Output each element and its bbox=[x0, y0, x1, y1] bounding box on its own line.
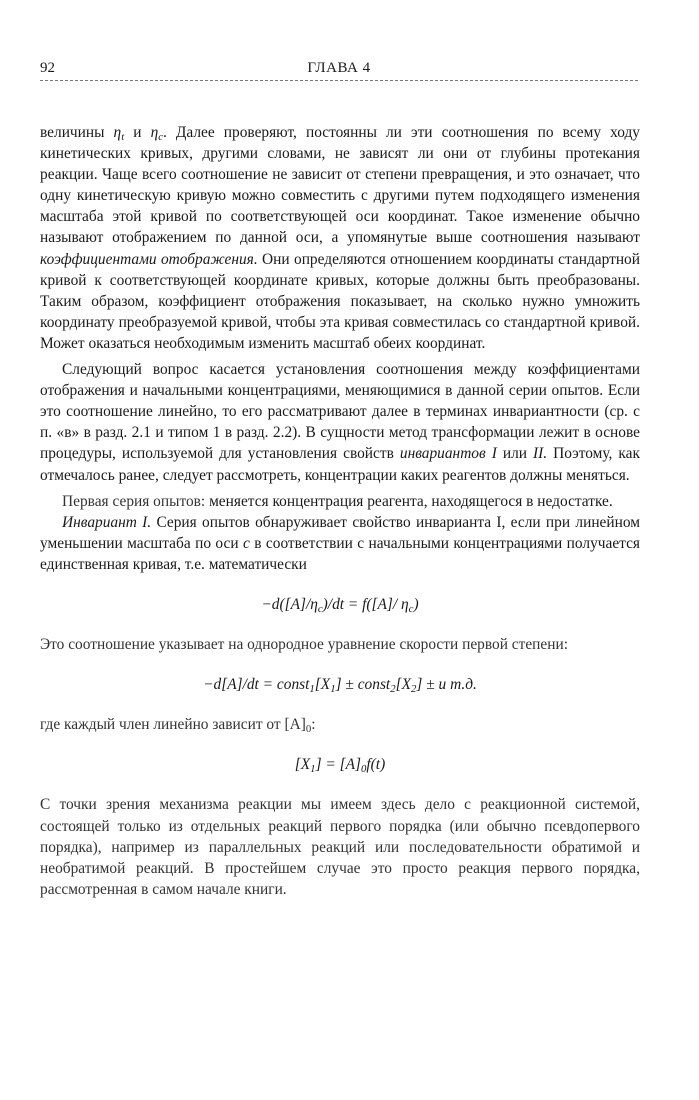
running-head bbox=[40, 58, 638, 81]
paragraph-6: где каждый член линейно зависит от $[A]_0$: bbox=[40, 716, 316, 736]
chapter-title: ГЛАВА 4 bbox=[307, 60, 371, 76]
paragraph-4: Инвариант I. Серия опытов обнаруживает свойство инварианта I, если при линейном уменьшении масштаба по оси c в соответствии с начальными концентрациями получается единственная кривая, т.е. математически bbox=[40, 513, 640, 573]
formula-rate-equation: $-d[A]/dt = const_1[X_1]$ ± $const_2[X_2] \pm и$ т.д. bbox=[203, 676, 477, 696]
term-mapping-coefficients: коэффициентами отображения. bbox=[40, 250, 258, 268]
formula-rate-scaling: $-d([A]/\eta_c)/dt = f([A]/$ $\eta_c$) bbox=[261, 595, 419, 615]
paragraph-3: Первая серия опытов: меняется концентрация реагента, находящегося в недостатке. bbox=[62, 492, 613, 510]
eta-t-symbol: $\eta_t$ bbox=[113, 124, 125, 143]
paragraph-1: величины $\eta_t$ и $\eta_c$. Далее проверяют, постоянны ли эти соотношения по всему ходу кинетических кривых, другими словами, не зависят ли они от глубины протекания реакции. Чаще всего соотношение не зависит от степени превращения, и это означает, что одну кинетическую кривую можно совместить с другими путем подходящего изменения масштаба этой кривой по соответствующей оси координат. Такое изменение обычно называют отображением по данной оси, а упомянутые выше соотношения называют коэффициентами отображения. Они определяются отношением координаты стандартной кривой к соответствующей координате кривых, которые должны быть преобразованы. Таким образом, коэффициент отображения показывает, на сколько нужно умножить координату преобразуемой кривой, чтобы эта кривая совместилась со стандартной кривой. Может оказаться необходимым изменить масштаб обеих координат. bbox=[40, 124, 640, 352]
paragraph-5: Это соотношение указывает на однородное уравнение скорости первой степени: bbox=[40, 636, 568, 654]
invariant-heading: Инвариант I. bbox=[62, 513, 152, 531]
paragraph-7: С точки зрения механизма реакции мы имеем здесь дело с реакционной системой, состоящей только из отдельных реакций первого порядка (или обычно псевдопервого порядка), например из параллельных реакций или последовательности обратимой и необратимой реакций. В простейшем случае это просто реакция первого порядка, рассмотренная в самом начале книги. bbox=[40, 796, 640, 898]
paragraph-2: Следующий вопрос касается установления соотношения между коэффициентами отображения и начальными концентрациями, меняющимися в данной серии опытов. Если это соотношение линейно, то его рассматривают далее в терминах инвариантности (ср. с п. «в» в разд. 2.1 и типом 1 в разд. 2.2). В сущности метод трансформации лежит в основе процедуры, используемой для установления свойств инвариантов I или II. Поэтому, как отмечалось ранее, следует рассмотреть, концентрации каких реагентов должны меняться. bbox=[40, 361, 640, 484]
body-text bbox=[40, 122, 640, 900]
formula-term-dependence: $[X_1] = [A]_0f(t)$ bbox=[294, 756, 386, 776]
term-invariant-1: инвариантов I bbox=[399, 445, 497, 463]
eta-c-symbol: $\eta_c$ bbox=[150, 124, 163, 143]
term-invariant-2: II. bbox=[533, 445, 548, 463]
series-label: Первая серия опытов: bbox=[62, 492, 206, 510]
page-number: 92 bbox=[40, 60, 55, 76]
